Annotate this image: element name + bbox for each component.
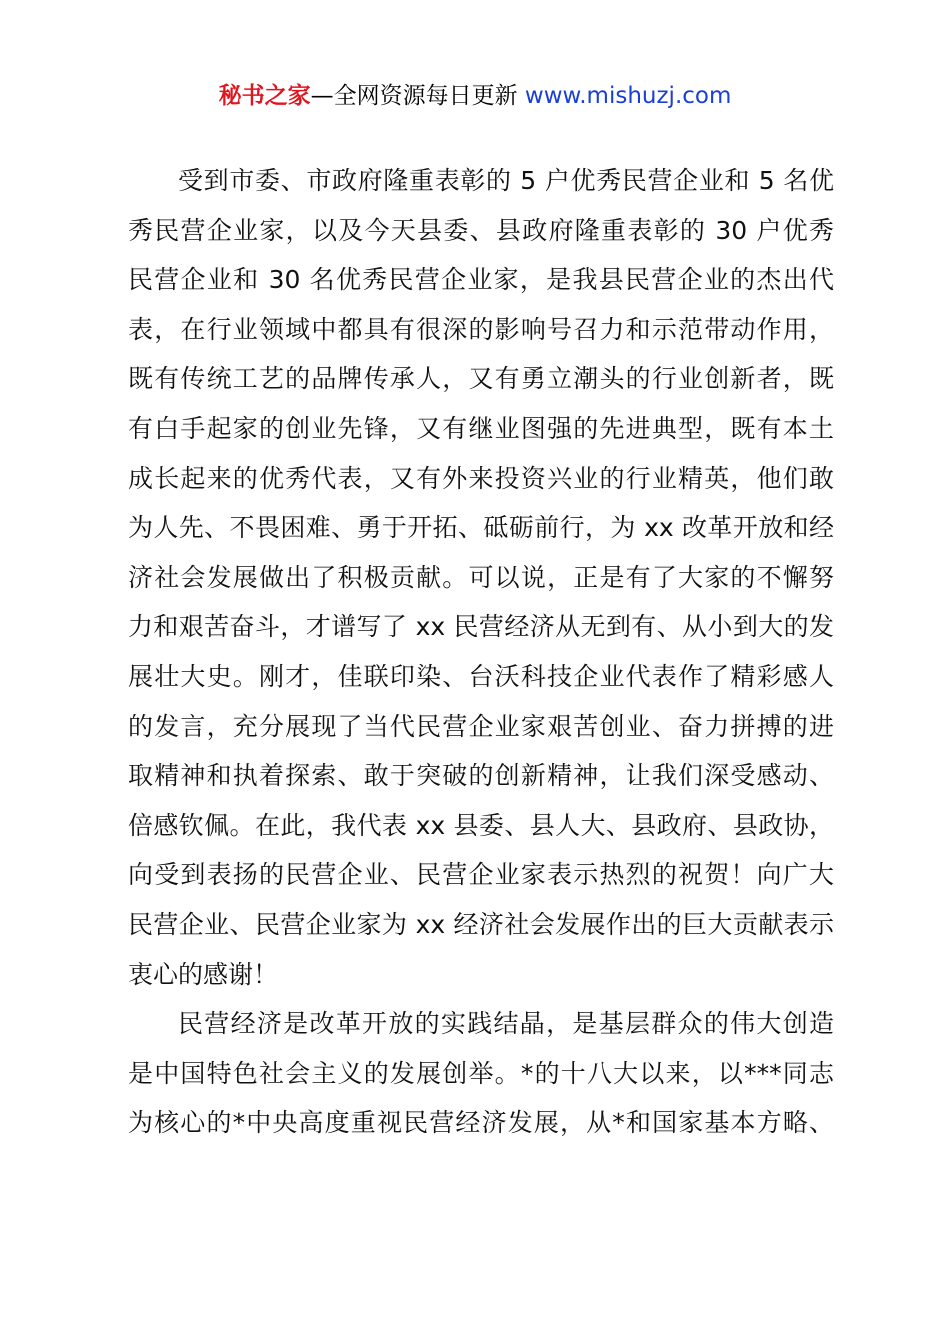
text-line: 成长起来的优秀代表，又有外来投资兴业的行业精英，他们敢 bbox=[128, 463, 834, 493]
text-line: 有白手起家的创业先锋，又有继业图强的先进典型，既有本土 bbox=[128, 413, 834, 443]
paragraph bbox=[128, 156, 834, 999]
text-line: 既有传统工艺的品牌传承人，又有勇立潮头的行业创新者，既 bbox=[128, 364, 834, 394]
text-line: 是中国特色社会主义的发展创举。*的十八大以来，以***同志 bbox=[128, 1058, 834, 1088]
text-line: 向受到表扬的民营企业、民营企业家表示热烈的祝贺！向广大 bbox=[128, 860, 834, 890]
text-line: 表，在行业领域中都具有很深的影响号召力和示范带动作用， bbox=[128, 314, 834, 344]
page-header bbox=[0, 80, 950, 112]
website-link[interactable]: www.mishuzj.com bbox=[524, 83, 732, 109]
text-line: 展壮大史。刚才，佳联印染、台沃科技企业代表作了精彩感人 bbox=[128, 661, 834, 691]
text-line: 民营经济是改革开放的实践结晶，是基层群众的伟大创造 bbox=[178, 1009, 834, 1039]
text-line: 为人先、不畏困难、勇于开拓、砥砺前行，为 xx 改革开放和经 bbox=[128, 513, 834, 543]
text-line: 取精神和执着探索、敢于突破的创新精神，让我们深受感动、 bbox=[128, 761, 834, 791]
text-line: 衷心的感谢！ bbox=[128, 959, 279, 989]
brand-name: 秘书之家 bbox=[218, 83, 311, 109]
text-line: 秀民营企业家，以及今天县委、县政府隆重表彰的 30 户优秀 bbox=[128, 215, 834, 245]
text-line: 倍感钦佩。在此，我代表 xx 县委、县人大、县政府、县政协， bbox=[128, 810, 834, 840]
paragraph bbox=[128, 999, 834, 1148]
text-line: 力和艰苦奋斗，才谱写了 xx 民营经济从无到有、从小到大的发 bbox=[128, 612, 834, 642]
text-line: 民营企业、民营企业家为 xx 经济社会发展作出的巨大贡献表示 bbox=[128, 909, 834, 939]
header-tagline: —全网资源每日更新 bbox=[310, 83, 525, 109]
text-line: 为核心的*中央高度重视民营经济发展，从*和国家基本方略、 bbox=[128, 1108, 834, 1138]
text-line: 民营企业和 30 名优秀民营企业家，是我县民营企业的杰出代 bbox=[128, 265, 834, 295]
text-line: 受到市委、市政府隆重表彰的 5 户优秀民营企业和 5 名优 bbox=[178, 166, 834, 195]
document-body bbox=[128, 156, 834, 1148]
text-line: 的发言，充分展现了当代民营企业家艰苦创业、奋力拼搏的进 bbox=[128, 711, 834, 741]
text-line: 济社会发展做出了积极贡献。可以说，正是有了大家的不懈努 bbox=[128, 562, 834, 592]
